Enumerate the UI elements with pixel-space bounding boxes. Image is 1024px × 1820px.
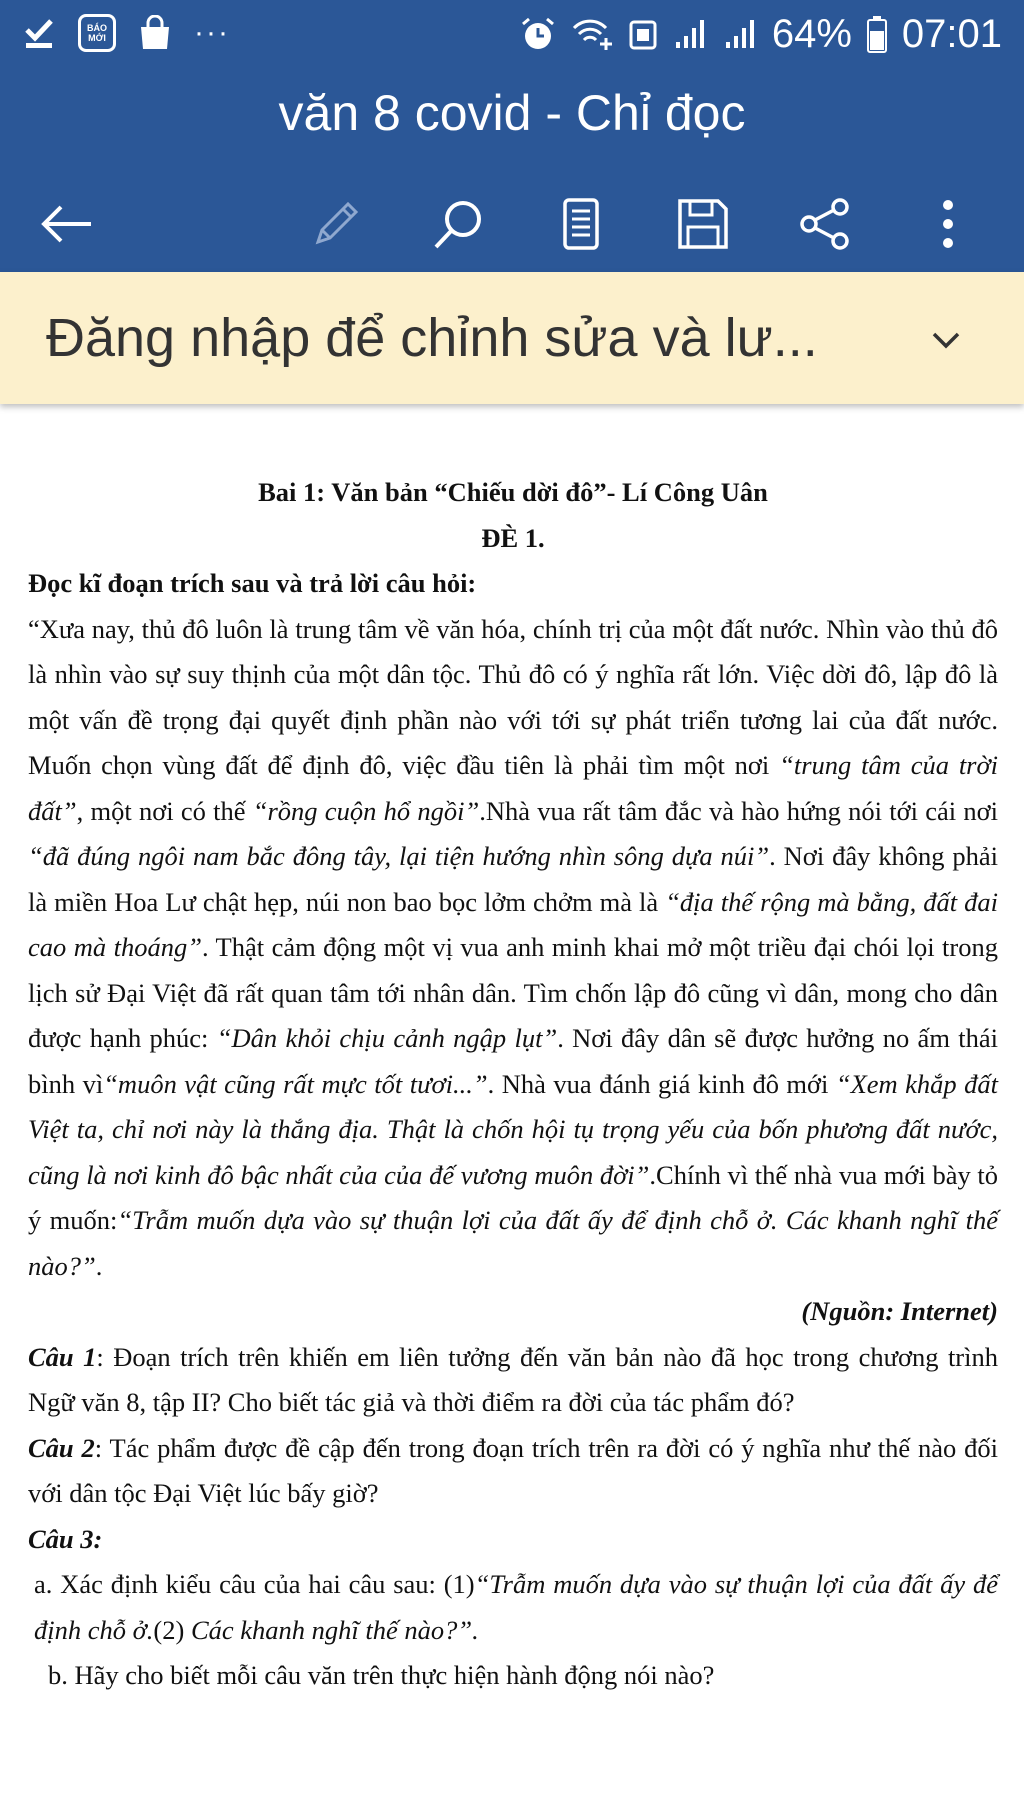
passage-text: , một nơi có thế [76, 795, 253, 826]
pencil-icon [310, 198, 362, 250]
question-1-label: Câu 1 [28, 1341, 97, 1372]
more-icon [940, 197, 956, 251]
more-notifications-icon: ··· [194, 16, 230, 49]
passage-quote: “Trẫm muốn dựa vào sự thuận lợi của đất ấy để định chỗ ở. Các khanh nghĩ thế nào?” [28, 1205, 998, 1281]
passage-quote: “trung tâm của trời đất” [28, 750, 998, 826]
search-button[interactable] [428, 194, 488, 254]
question-1 [28, 1335, 998, 1426]
document-title: văn 8 covid - Chỉ đọc [278, 85, 746, 141]
passage-quote: “đã đúng ngôi nam bắc đông tây, lại tiện hướng nhìn sông dựa núi” [28, 841, 770, 871]
passage-quote: “rồng cuộn hổ ngồi” [252, 795, 480, 826]
search-icon [431, 197, 485, 251]
save-button[interactable] [673, 194, 733, 254]
alarm-icon [520, 16, 556, 52]
passage-text: .Nhà vua rất tâm đắc và hào hứng nói tới cái nơi [479, 795, 998, 826]
question-1-text: : Đoạn trích trên khiến em liên tưởng đến văn bản nào đã học trong chương trình Ngữ văn 8, tập II? Cho biết tác giả và thời điểm ra đời của tác phẩm đó? [28, 1341, 998, 1417]
passage-text: .Chính vì thế nhà vua mới bày tỏ ý muốn: [28, 1159, 998, 1235]
question-2 [28, 1426, 998, 1517]
exam-label: ĐÈ 1. [481, 522, 545, 553]
share-button[interactable] [795, 194, 855, 254]
chevron-down-icon[interactable] [926, 320, 966, 360]
share-icon [797, 196, 853, 252]
battery-percent: 64% [771, 12, 852, 56]
passage-text: . Nơi đây dân sẽ được hưởng no ấm thái bình vì [28, 1023, 998, 1099]
passage-quote: “Dân khỏi chịu cảnh ngập lụt” [216, 1023, 558, 1053]
bao-moi-app-icon: BÁO MỚI [78, 14, 116, 52]
source-line: (Nguồn: Internet) [801, 1296, 998, 1326]
document-body [28, 470, 998, 1699]
passage-quote: “Xem khắp đất Việt ta, chỉ nơi này là thắng địa. Thật là chốn hội tụ trọng yếu của bốn phương đất nước, cũng là nơi kinh đô bậc nhất của của đế vương muôn đời” [28, 1068, 998, 1190]
lte-icon [628, 16, 658, 52]
passage-text: . [95, 1250, 103, 1281]
lesson-title: Bai 1: Văn bản “Chiếu dời đô”- Lí Công Uân [258, 477, 768, 507]
passage-text: . Nơi đây không phải là miền Hoa Lư chật hẹp, núi non bao bọc lởm chởm mà là [28, 841, 998, 917]
passage-text: . Nhà vua đánh giá kinh đô mới [487, 1068, 836, 1099]
question-2-label: Câu 2 [28, 1432, 95, 1463]
sign-in-banner[interactable] [0, 272, 1024, 404]
download-done-icon [22, 16, 56, 50]
back-icon [39, 204, 93, 244]
question-2-text: : Tác phẩm được đề cập đến trong đoạn trích trên ra đời có ý nghĩa như thế nào đối với dân tộc Đại Việt lúc bấy giờ? [28, 1432, 998, 1508]
back-button[interactable] [36, 194, 96, 254]
passage-text: “Xưa nay, thủ đô luôn là trung tâm về văn hóa, chính trị của một đất nước. Nhìn vào thủ đô là nhìn vào sự suy thịnh của một dân tộc. Thủ đô có ý nghĩa rất lớn. Việc dời đô, lập đô là một vấn đề trọng đại quyết định phần nào với tới sự phát triển tương lai của đất nước. Muốn chọn vùng đất để định đô, việc đầu tiên là phải tìm một nơi [28, 613, 998, 780]
passage-quote: “địa thế rộng mà bằng, đất đai cao mà thoáng” [28, 886, 998, 962]
shopping-bag-icon [138, 15, 172, 51]
passage-quote: “muôn vật cũng rất mực tốt tươi...” [103, 1068, 488, 1099]
reading-view-button[interactable] [551, 194, 611, 254]
question-3b: b. Hãy cho biết mỗi câu văn trên thực hiện hành động nói nào? [48, 1660, 715, 1690]
more-options-button[interactable] [918, 194, 978, 254]
status-bar [0, 0, 1024, 72]
instruction: Đọc kĩ đoạn trích sau và trả lời câu hỏi: [28, 568, 477, 598]
signal-sim2-icon [722, 16, 758, 52]
question-3a: a. Xác định kiểu câu của hai câu sau: (1)“Trẫm muốn dựa vào sự thuận lợi của đất ấy để định chỗ ở.(2) Các khanh nghĩ thế nào?”. [34, 1569, 998, 1645]
clock: 07:01 [901, 12, 1002, 56]
app-header [0, 72, 1024, 272]
signal-sim1-icon [672, 16, 708, 52]
passage-text: . Thật cảm động một vị vua anh minh khai mở một triều đại chói lọi trong lịch sử Đại Việt đã rất quan tâm tới nhân dân. Tìm chốn lập đô cũng vì dân, mong cho dân được hạnh phúc: [28, 932, 998, 1053]
wifi-calling-icon [570, 16, 614, 52]
save-icon [676, 197, 730, 251]
toolbar [0, 172, 1024, 272]
reading-view-icon [561, 197, 601, 251]
reading-passage [28, 607, 998, 1290]
question-3-label: Câu 3: [28, 1523, 103, 1554]
edit-button[interactable] [306, 194, 366, 254]
battery-icon [866, 15, 888, 53]
banner-text: Đăng nhập để chỉnh sửa và lư... [46, 308, 818, 368]
